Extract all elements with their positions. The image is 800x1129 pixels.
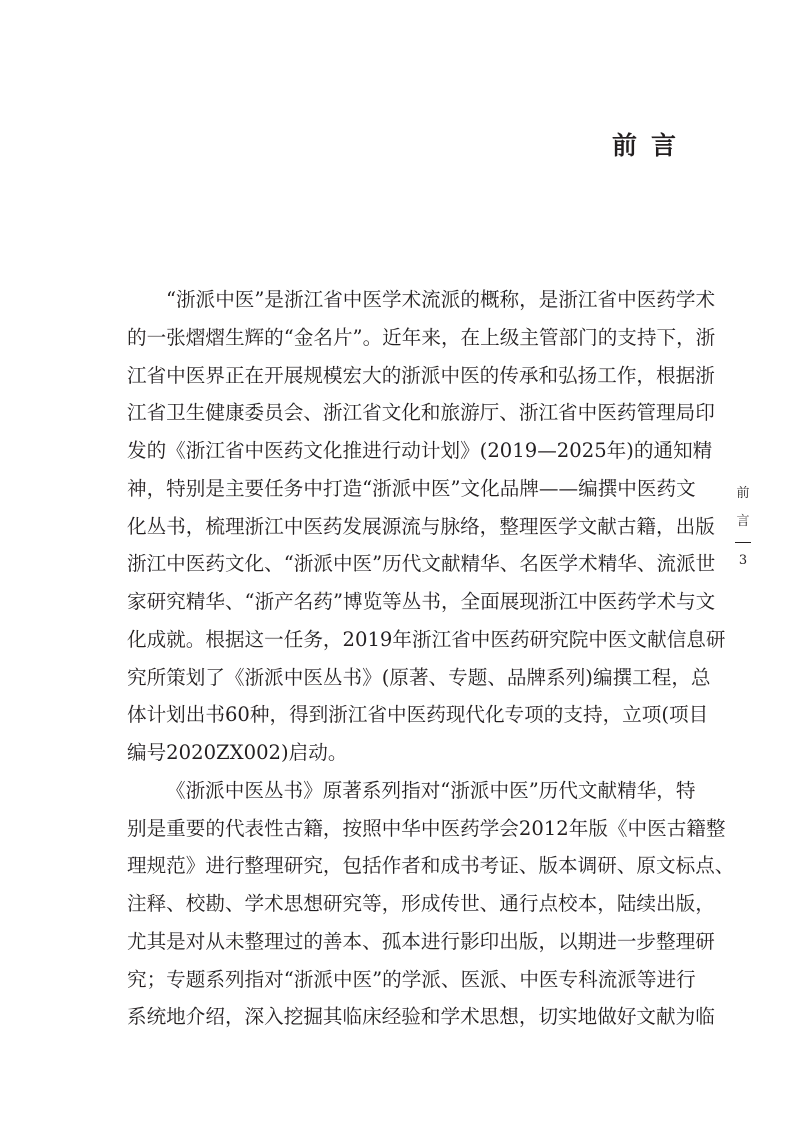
text-line: 神，特别是主要任务中打造“浙派中医”文化品牌——编撰中医药文: [127, 476, 696, 500]
text-line: 化丛书，梳理浙江中医药发展源流与脉络，整理医学文献古籍，出版: [127, 514, 715, 538]
text-line: 编号2020ZX002)启动。: [127, 741, 348, 764]
text-line: 理规范》进行整理研究，包括作者和成书考证、版本调研、原文标点、: [127, 854, 735, 878]
text-line: 江省卫生健康委员会、浙江省文化和旅游厅、浙江省中医药管理局印: [127, 401, 715, 425]
text-line: 究所策划了《浙派中医丛书》(原著、专题、品牌系列)编撰工程，总: [127, 665, 711, 689]
text-line: 尤其是对从未整理过的善本、孤本进行影印出版，以期进一步整理研: [127, 929, 715, 953]
text-line: 的一张熠熠生辉的“金名片”。近年来，在上级主管部门的支持下，浙: [127, 325, 716, 349]
page-title: 前言: [611, 131, 690, 160]
text-line: 发的《浙江省中医药文化推进行动计划》(2019—2025年)的通知精: [127, 439, 713, 462]
text-line: 系统地介绍，深入挖掘其临床经验和学术思想，切实地做好文献为临: [127, 1005, 715, 1029]
divider: [735, 542, 751, 543]
running-header: [734, 480, 752, 568]
text-line: 江省中医界正在开展规模宏大的浙派中医的传承和弘扬工作，根据浙: [127, 363, 715, 387]
running-header-char: 前: [736, 486, 750, 501]
text-line: 浙江中医药文化、“浙派中医”历代文献精华、名医学术精华、流派世: [127, 552, 716, 576]
body-text: [127, 285, 735, 1040]
text-line: 究；专题系列指对“浙派中医”的学派、医派、中医专科流派等进行: [127, 967, 696, 991]
text-line: 别是重要的代表性古籍，按照中华中医药学会2012年版《中医古籍整: [127, 816, 726, 840]
text-line: 家研究精华、“浙产名药”博览等丛书，全面展现浙江中医药学术与文: [127, 590, 716, 613]
page-number: 3: [738, 553, 748, 568]
text-line: 体计划出书60种，得到浙江省中医药现代化专项的支持，立项(项目: [127, 703, 709, 727]
text-line: 注释、校勘、学术思想研究等，形成传世、通行点校本，陆续出版，: [127, 892, 715, 915]
running-header-char: 言: [736, 514, 750, 529]
text-line: 化成就。根据这一任务，2019年浙江省中医药研究院中医文献信息研: [127, 627, 726, 651]
text-line: 《浙派中医丛书》原著系列指对“浙派中医”历代文献精华，特: [166, 778, 696, 802]
text-line: “浙派中医”是浙江省中医学术流派的概称，是浙江省中医药学术: [166, 288, 716, 311]
